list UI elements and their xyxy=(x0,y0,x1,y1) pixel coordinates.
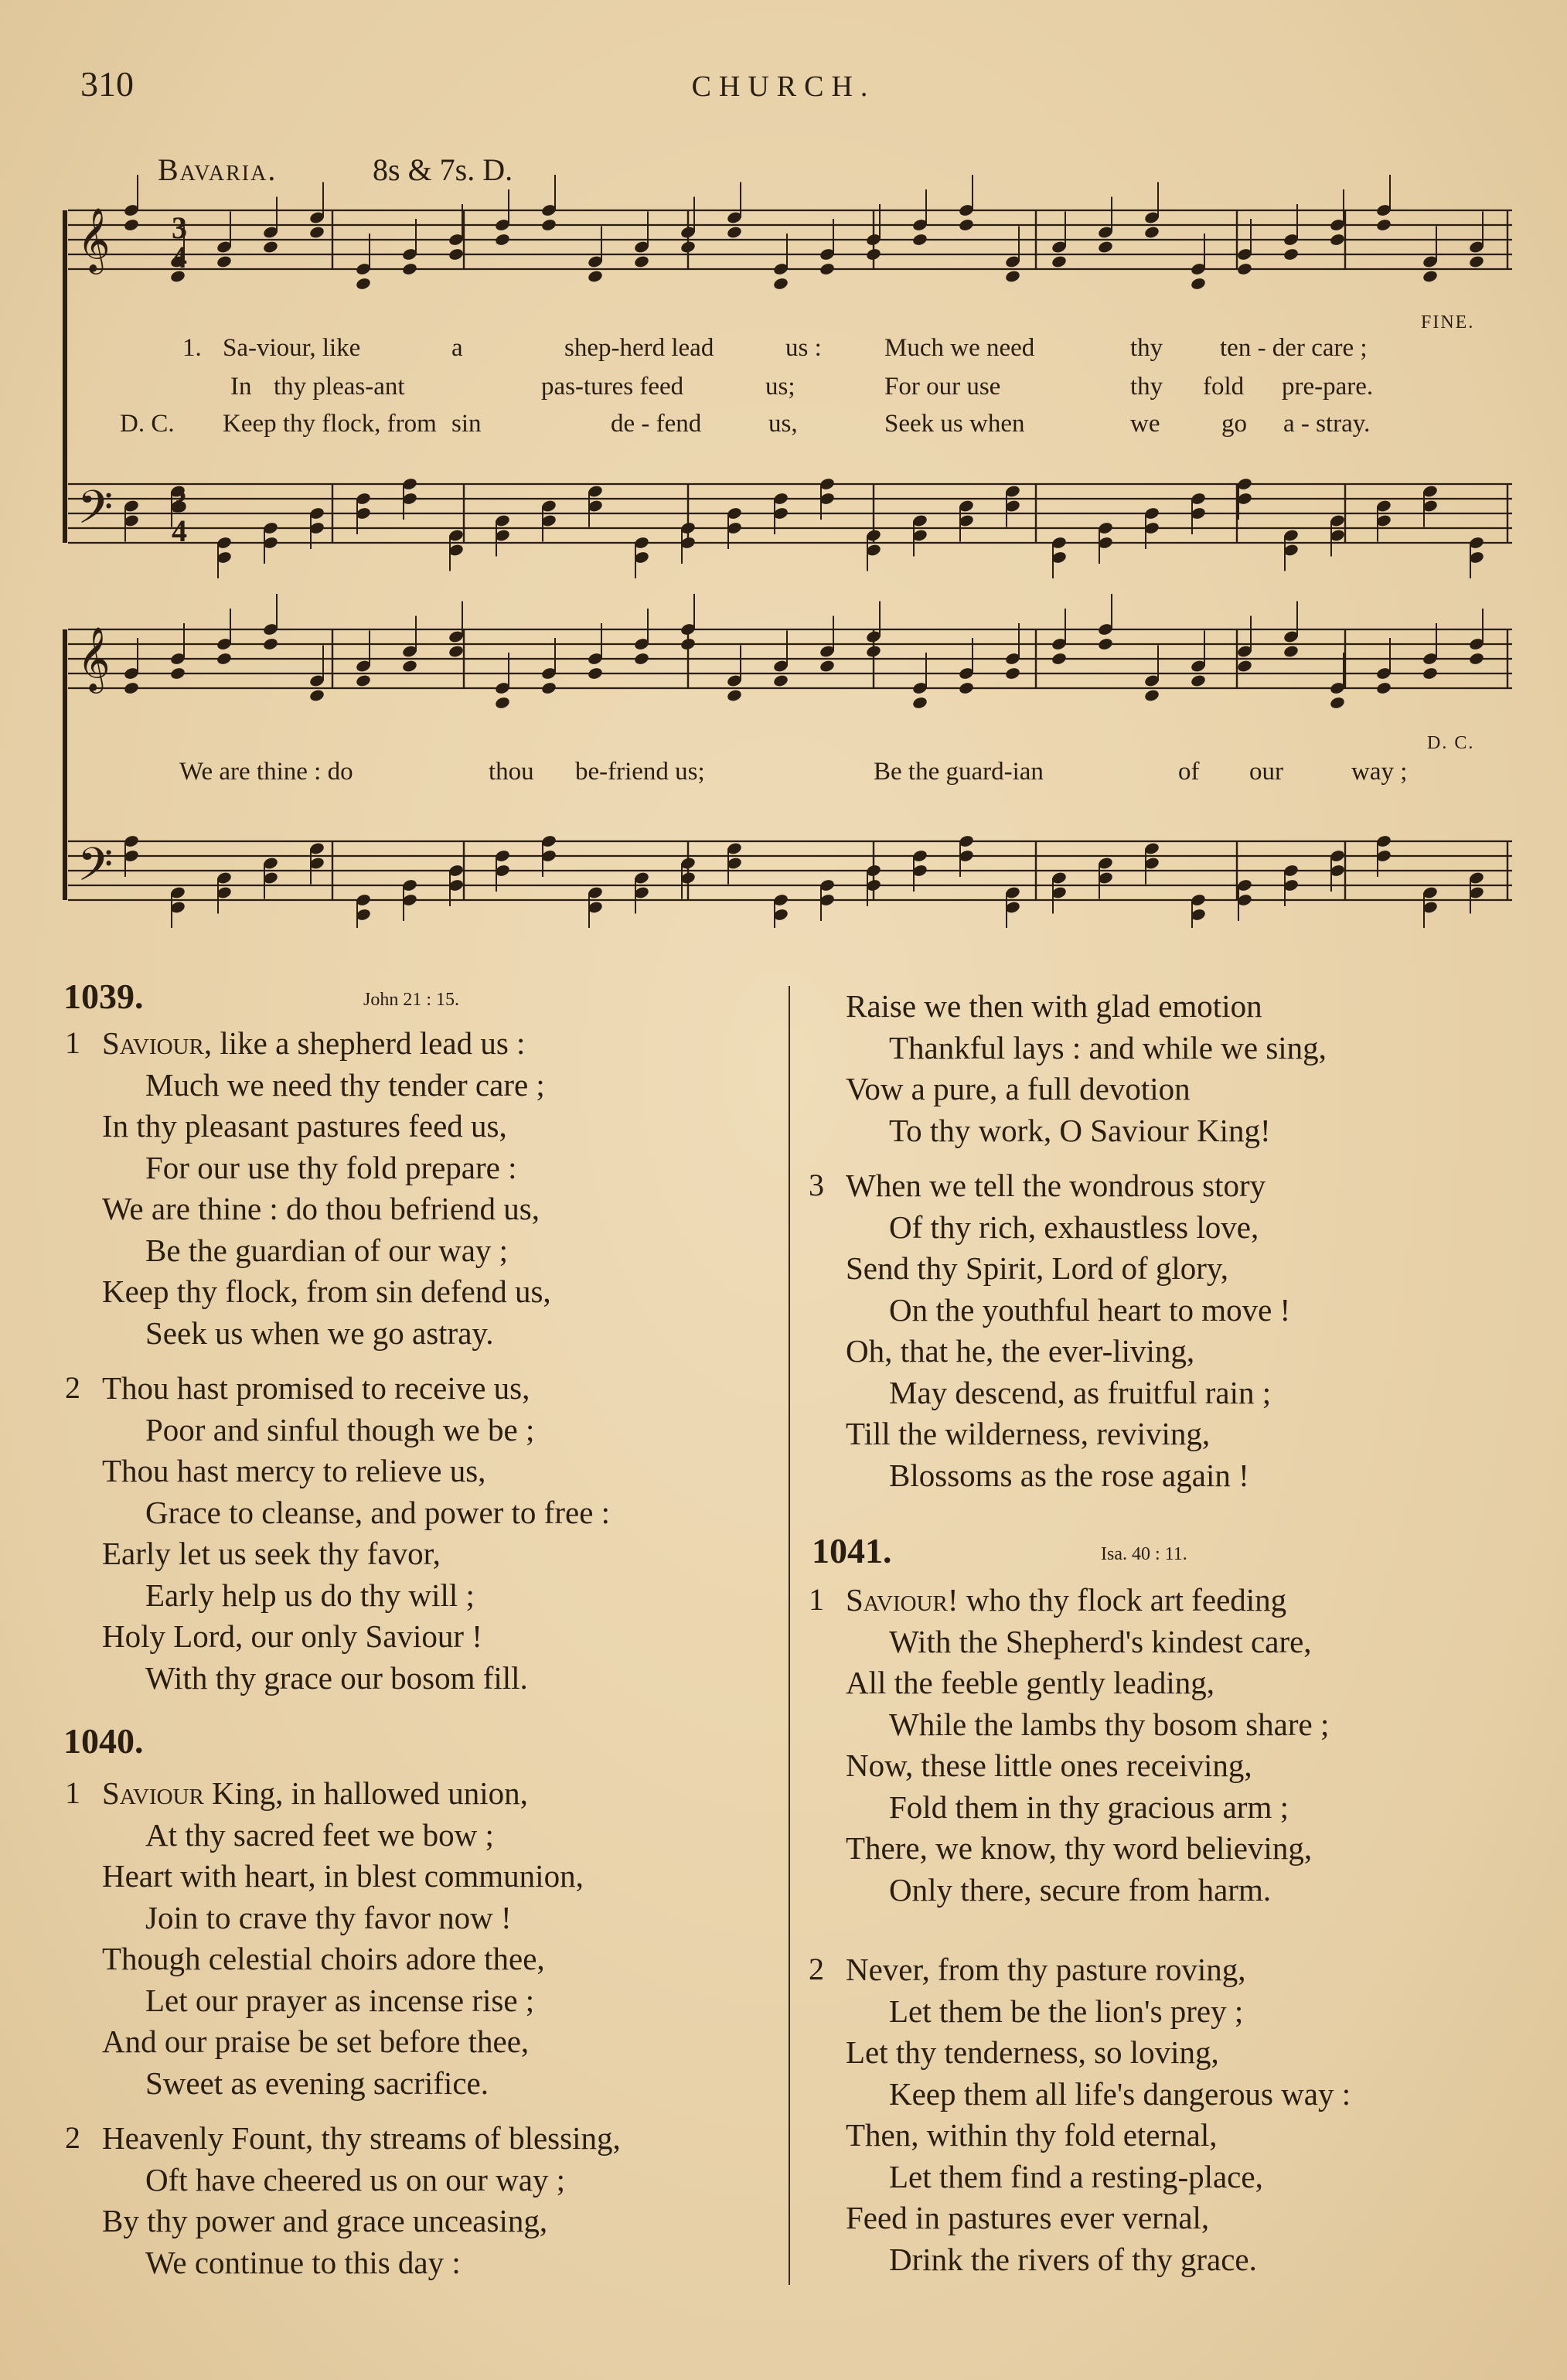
note-head xyxy=(911,233,928,247)
note-head xyxy=(401,659,417,673)
verse-line-text: who thy flock art feeding xyxy=(966,1582,1287,1618)
lyric-segment: Keep thy flock, from xyxy=(223,410,437,438)
note-head xyxy=(355,673,371,687)
hymn-number: 1041. xyxy=(812,1531,892,1570)
tune-meter: 8s & 7s. D. xyxy=(373,152,513,187)
hymn-line: Early help us do thy will ; xyxy=(145,1577,475,1613)
note-head xyxy=(1375,218,1392,232)
note-head xyxy=(123,218,139,232)
hymn-line: Grace to cleanse, and power to free : xyxy=(145,1494,611,1530)
hymn-line: In thy pleasant pastures feed us, xyxy=(102,1108,507,1144)
verse-first-word: Saviour xyxy=(102,1775,213,1811)
hymn-line: On the youthful heart to move ! xyxy=(889,1291,1291,1328)
hymn-line: Only there, secure from harm. xyxy=(889,1871,1272,1908)
verse-number: 2 xyxy=(65,2120,80,2155)
hymn-line: At thy sacred feet we bow ; xyxy=(145,1816,494,1853)
lyric-segment: ten - der care ; xyxy=(1220,334,1368,362)
note-head xyxy=(355,277,371,291)
hymn-line xyxy=(102,1025,525,1062)
verse-line-text: like a shepherd lead us : xyxy=(220,1025,526,1061)
lyric-segment: shep-herd lead xyxy=(564,334,714,362)
dc-end-mark: D. C. xyxy=(1427,733,1475,753)
hymn-line: Heavenly Fount, thy streams of blessing, xyxy=(102,2120,621,2156)
note-head xyxy=(1097,240,1113,254)
hymn-line: Drink the rivers of thy grace. xyxy=(889,2241,1257,2277)
note-head xyxy=(216,254,232,268)
lyric-segment: thy xyxy=(1130,373,1163,401)
hymn-line xyxy=(846,1581,1286,1618)
note-head xyxy=(262,637,278,651)
lyric-segment: thy xyxy=(1130,334,1163,362)
lyric-segment: Sa-viour, like xyxy=(223,334,361,362)
note-head xyxy=(262,240,278,254)
music-score xyxy=(0,0,1567,928)
hymn-line: All the feeble gently leading, xyxy=(846,1665,1215,1700)
note-head xyxy=(1004,269,1020,283)
hymn-line: Holy Lord, our only Saviour ! xyxy=(102,1618,482,1654)
hymn-line: Early let us seek thy favor, xyxy=(102,1536,441,1571)
hymn-line: Blossoms as the rose again ! xyxy=(889,1457,1249,1493)
hymn-line: With thy grace our bosom fill. xyxy=(145,1659,528,1696)
hymn-line: Now, these little ones receiving, xyxy=(846,1747,1252,1783)
note-head xyxy=(494,696,510,710)
hymn-line: Keep them all life's dangerous way : xyxy=(889,2075,1351,2112)
hymn-line xyxy=(102,1775,528,1812)
hymn-line: Then, within thy fold eternal, xyxy=(846,2117,1218,2153)
time-signature-bottom: 4 xyxy=(172,513,187,548)
tune-name: Bavaria. xyxy=(158,152,278,187)
note-head xyxy=(1236,262,1252,276)
lyric-segment: a - stray. xyxy=(1283,410,1371,438)
lyric-segment: of xyxy=(1178,758,1200,786)
note-head xyxy=(1190,673,1206,687)
note-head xyxy=(1236,659,1252,673)
lyric-segment: In xyxy=(230,373,252,401)
note-head xyxy=(1143,688,1160,702)
lyric-segment: fold xyxy=(1203,373,1245,401)
fine-mark: FINE. xyxy=(1421,312,1475,332)
note-head xyxy=(911,696,928,710)
note-head xyxy=(308,225,325,239)
note-head xyxy=(1190,277,1206,291)
hymn-line: Feed in pastures ever vernal, xyxy=(846,2200,1210,2235)
hymn-line: Let our prayer as incense rise ; xyxy=(145,1982,535,2018)
hymn-line: Let them be the lion's prey ; xyxy=(889,1993,1244,2029)
note-head xyxy=(865,644,881,658)
scripture-reference: John 21 : 15. xyxy=(363,990,460,1010)
verse-first-word: Saviour, xyxy=(102,1025,220,1061)
note-head xyxy=(1097,637,1113,651)
note-head xyxy=(1283,247,1299,261)
note-head xyxy=(819,659,835,673)
hymn-line: Though celestial choirs adore thee, xyxy=(102,1941,545,1976)
verse-line-text: King, in hallowed union, xyxy=(212,1775,528,1811)
hymn-line: Thou hast mercy to relieve us, xyxy=(102,1453,486,1488)
note-head xyxy=(587,667,603,680)
note-head xyxy=(540,681,557,695)
note-head xyxy=(448,247,464,261)
note-head xyxy=(448,644,464,658)
hymn-line: Be the guardian of our way ; xyxy=(145,1232,509,1268)
verse-number: 1 xyxy=(809,1582,824,1617)
hymn-line: Poor and sinful though we be ; xyxy=(145,1411,535,1447)
note-head xyxy=(1051,254,1067,268)
verse-number: 1 xyxy=(65,1025,80,1060)
note-head xyxy=(958,681,974,695)
lyric-segment: pre-pare. xyxy=(1282,373,1374,401)
lyric-segment: our xyxy=(1249,758,1283,786)
clef-icon: 𝄢 xyxy=(77,837,114,902)
note-head xyxy=(1468,254,1484,268)
note-head xyxy=(1143,225,1160,239)
verse-number: 1 xyxy=(65,1775,80,1810)
verse-number: 2 xyxy=(65,1370,80,1405)
hymn-line: Let them find a resting-place, xyxy=(889,2158,1263,2194)
hymn-line: By thy power and grace unceasing, xyxy=(102,2203,548,2238)
hymn-line: Keep thy flock, from sin defend us, xyxy=(102,1274,551,1309)
note-head xyxy=(1422,667,1438,680)
note-head xyxy=(216,652,232,666)
hymn-line: When we tell the wondrous story xyxy=(846,1168,1266,1203)
hymn-line: Never, from thy pasture roving, xyxy=(846,1952,1246,1987)
note-head xyxy=(494,233,510,247)
hymn-line: Oft have cheered us on our way ; xyxy=(145,2161,566,2198)
running-title: CHURCH. xyxy=(691,70,876,103)
hymn-line: There, we know, thy word believing, xyxy=(846,1830,1313,1866)
hymn-line: Send thy Spirit, Lord of glory, xyxy=(846,1250,1229,1286)
lyric-segment: We are thine : do xyxy=(179,758,353,786)
note-head xyxy=(680,637,696,651)
note-head xyxy=(633,652,649,666)
lyric-segment: a xyxy=(451,334,463,362)
hymn-line: Sweet as evening sacrifice. xyxy=(145,2065,489,2101)
note-head xyxy=(540,218,557,232)
note-head xyxy=(680,240,696,254)
hymn-line: Vow a pure, a full devotion xyxy=(846,1071,1191,1106)
hymn-line: Thou hast promised to receive us, xyxy=(102,1370,530,1406)
hymn-line: Much we need thy tender care ; xyxy=(145,1066,545,1103)
hymn-line: While the lambs thy bosom share ; xyxy=(889,1706,1330,1742)
time-signature-top: 3 xyxy=(172,484,187,519)
lyric-segment: us; xyxy=(765,373,795,401)
hymn-line: Fold them in thy gracious arm ; xyxy=(889,1788,1289,1825)
note-head xyxy=(1468,652,1484,666)
note-head xyxy=(958,218,974,232)
hymn-number: 1039. xyxy=(63,977,144,1016)
note-head xyxy=(819,262,835,276)
lyric-segment: we xyxy=(1130,410,1160,438)
note-head xyxy=(1283,644,1299,658)
lyric-segment: us, xyxy=(768,410,798,438)
hymn-line: Let thy tenderness, so loving, xyxy=(846,2034,1219,2070)
note-head xyxy=(401,262,417,276)
hymn-line: Oh, that he, the ever-living, xyxy=(846,1333,1195,1369)
lyric-segment: de - fend xyxy=(611,410,702,438)
hymn-line: For our use thy fold prepare : xyxy=(145,1149,517,1185)
lyric-segment: Much we need xyxy=(884,334,1035,362)
clef-icon: 𝄞 xyxy=(77,626,111,690)
clef-icon: 𝄞 xyxy=(77,206,111,271)
lyric-segment: pas-tures feed xyxy=(541,373,684,401)
note-head xyxy=(123,681,139,695)
lyric-segment: Seek us when xyxy=(884,410,1025,438)
hymn-line: Heart with heart, in blest communion, xyxy=(102,1858,584,1894)
hymn-line: We continue to this day : xyxy=(145,2244,461,2280)
lyric-segment: thou xyxy=(489,758,534,786)
hymn-number: 1040. xyxy=(63,1721,144,1761)
verse-mark: 1. xyxy=(182,334,202,362)
hymn-line: May descend, as fruitful rain ; xyxy=(889,1374,1272,1410)
lyric-segment: way ; xyxy=(1351,758,1408,786)
verse-first-word: Saviour! xyxy=(846,1582,966,1618)
time-signature-top: 3 xyxy=(172,210,187,245)
hymn-line: And our praise be set before thee, xyxy=(102,2024,530,2059)
lyric-segment: be-friend us; xyxy=(575,758,705,786)
note-head xyxy=(726,688,742,702)
time-signature-bottom: 4 xyxy=(172,240,187,274)
scripture-reference: Isa. 40 : 11. xyxy=(1101,1544,1187,1564)
note-head xyxy=(1004,667,1020,680)
lyric-segment: sin xyxy=(451,410,482,438)
hymn-line: To thy work, O Saviour King! xyxy=(889,1112,1271,1148)
note-head xyxy=(587,269,603,283)
note-head xyxy=(1422,269,1438,283)
hymn-line: With the Shepherd's kindest care, xyxy=(889,1623,1312,1659)
lyric-segment: us : xyxy=(785,334,822,362)
note-head xyxy=(169,667,186,680)
hymn-line: Join to crave thy favor now ! xyxy=(145,1899,512,1935)
page-number: 310 xyxy=(80,64,134,104)
clef-icon: 𝄢 xyxy=(77,480,114,545)
column-divider xyxy=(789,986,790,2285)
note-head xyxy=(772,277,789,291)
lyric-segment: Be the guard-ian xyxy=(874,758,1044,786)
lyric-segment: thy pleas-ant xyxy=(274,373,405,401)
hymn-line: Of thy rich, exhaustless love, xyxy=(889,1209,1259,1245)
lyric-segment: go xyxy=(1221,410,1247,438)
note-head xyxy=(726,225,742,239)
verse-number: 3 xyxy=(809,1168,824,1202)
hymn-line: Seek us when we go astray. xyxy=(145,1314,494,1351)
note-head xyxy=(308,688,325,702)
hymn-line: Thankful lays : and while we sing, xyxy=(889,1029,1327,1066)
hymn-line: Raise we then with glad emotion xyxy=(846,988,1262,1024)
dc-mark: D. C. xyxy=(120,410,175,438)
lyric-segment: For our use xyxy=(884,373,1001,401)
note-head xyxy=(1051,652,1067,666)
note-head xyxy=(1329,696,1345,710)
verse-number: 2 xyxy=(809,1952,824,1986)
hymn-line: Till the wilderness, reviving, xyxy=(846,1416,1211,1451)
note-head xyxy=(772,673,789,687)
note-head xyxy=(633,254,649,268)
note-head xyxy=(1329,233,1345,247)
note-head xyxy=(1375,681,1392,695)
hymn-line: We are thine : do thou befriend us, xyxy=(102,1191,540,1226)
note-head xyxy=(865,247,881,261)
